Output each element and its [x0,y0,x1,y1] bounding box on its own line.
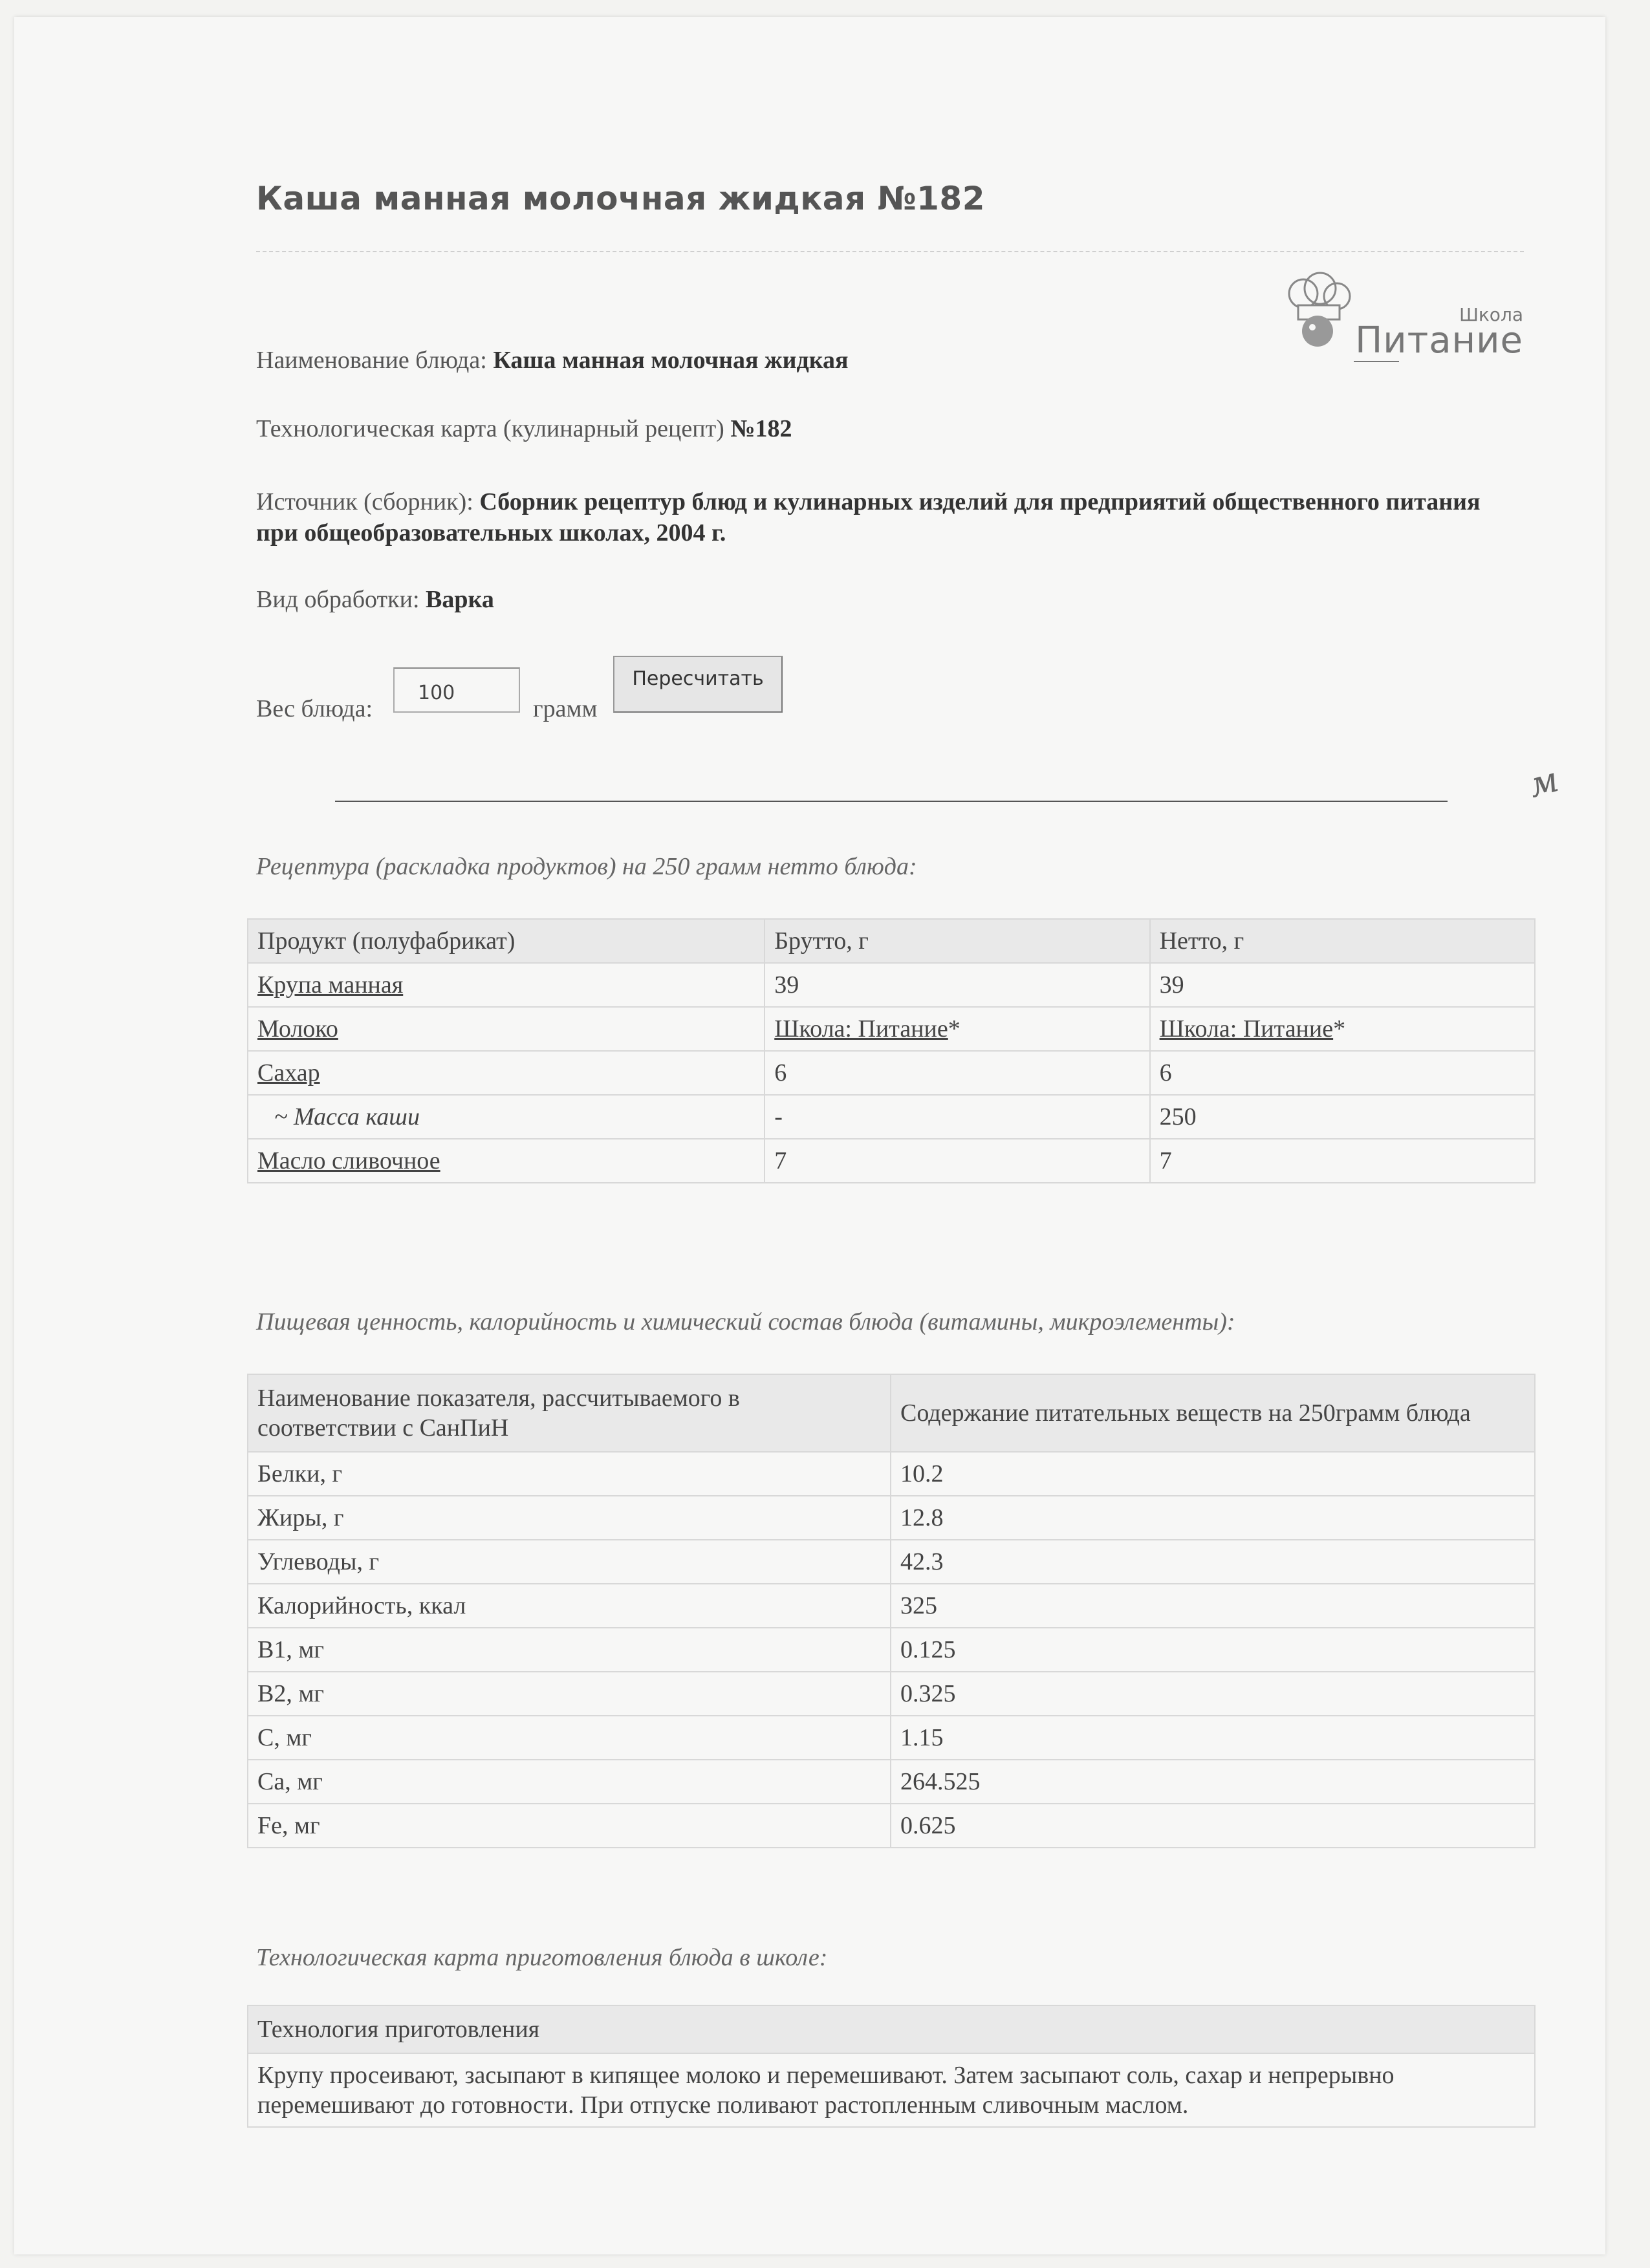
technology-caption: Технологическая карта приготовления блюда в школе: [256,1944,828,1971]
product-link-milk[interactable]: Молоко [257,1015,338,1042]
tech-card-label: Технологическая карта (кулинарный рецепт) [256,415,731,442]
recipe-caption: Рецептура (раскладка продуктов) на 250 грамм нетто блюда: [256,853,917,880]
col-header-product: Продукт (полуфабрикат) [248,919,765,963]
col-header-content: Содержание питательных веществ на 250грамм блюда [891,1374,1535,1452]
netto-cell: 7 [1150,1139,1535,1183]
logo-pitanie-text: Питание [1355,319,1523,362]
nutrition-table [247,1374,1536,1848]
brutto-cell: - [765,1095,1149,1139]
technology-text: Крупу просеивают, засыпают в кипящее молоко и перемешивают. Затем засыпают соль, сахар и непрерывно перемешивают до готовности. При отпуске поливают растопленным сливочным маслом. [248,2053,1535,2127]
table-row [248,1007,1535,1051]
table-row [248,1452,1535,1496]
logo-school-text: Школа [1459,304,1523,325]
brutto-cell [765,1007,1149,1051]
dish-name-value: Каша манная молочная жидкая [493,347,849,374]
brutto-cell: 7 [765,1139,1149,1183]
netto-cell: 39 [1150,963,1535,1007]
indicator-cell: Ca, мг [248,1760,891,1804]
chef-hat-icon [1277,272,1355,349]
asterisk: * [1333,1015,1346,1042]
dish-name-field [256,346,849,374]
processing-field [256,585,494,614]
table-header-row [248,2005,1535,2053]
col-header-indicator: Наименование показателя, рассчитываемого в соответствии с СанПиН [248,1374,891,1452]
table-row [248,1095,1535,1139]
technology-table [247,2005,1536,2128]
processing-value: Варка [426,586,494,613]
value-cell: 10.2 [891,1452,1535,1496]
table-row [248,1804,1535,1848]
processing-label: Вид обработки: [256,586,426,613]
weight-unit: грамм [533,695,598,722]
col-header-brutto: Брутто, г [765,919,1149,963]
table-row [248,2053,1535,2127]
indicator-cell: Калорийность, ккал [248,1584,891,1628]
netto-cell: 6 [1150,1051,1535,1095]
table-row [248,1672,1535,1716]
section-divider [335,801,1448,802]
table-row [248,1760,1535,1804]
weight-label: Вес блюда: [256,695,373,722]
brutto-school-link[interactable]: Школа: Питание [774,1015,948,1042]
value-cell: 0.125 [891,1628,1535,1672]
weight-input[interactable] [393,667,520,713]
dish-name-label: Наименование блюда: [256,347,494,374]
col-header-netto: Нетто, г [1150,919,1535,963]
table-row [248,1716,1535,1760]
tech-card-value: №182 [730,415,792,442]
tech-card-field [256,415,792,443]
table-row [248,1051,1535,1095]
indicator-cell: B1, мг [248,1628,891,1672]
table-row [248,1540,1535,1584]
product-porridge-mass: ~ Масса каши [248,1095,765,1139]
netto-cell [1150,1007,1535,1051]
indicator-cell: Углеводы, г [248,1540,891,1584]
value-cell: 1.15 [891,1716,1535,1760]
table-row [248,1628,1535,1672]
source-value: Сборник рецептур блюд и кулинарных изделий для предприятий общественного питания при общеобразовательных школах, 2004 г. [256,488,1481,546]
netto-school-link[interactable]: Школа: Питание [1159,1015,1334,1042]
brutto-cell: 6 [765,1051,1149,1095]
logo [1277,272,1523,369]
table-row [248,1496,1535,1540]
indicator-cell: B2, мг [248,1672,891,1716]
title-divider [256,251,1524,252]
recalculate-button[interactable]: Пересчитать [613,656,783,713]
value-cell: 42.3 [891,1540,1535,1584]
product-link-semolina[interactable]: Крупа манная [257,971,404,999]
recipe-table [247,918,1536,1183]
netto-cell: 250 [1150,1095,1535,1139]
table-row [248,1139,1535,1183]
value-cell: 325 [891,1584,1535,1628]
value-cell: 0.325 [891,1672,1535,1716]
product-link-sugar[interactable]: Сахар [257,1059,320,1086]
table-header-row [248,1374,1535,1452]
page-title: Каша манная молочная жидкая №182 [256,180,986,217]
source-field [256,486,1524,548]
indicator-cell: Жиры, г [248,1496,891,1540]
source-label: Источник (сборник): [256,488,480,515]
nutrition-caption: Пищевая ценность, калорийность и химический состав блюда (витамины, микроэлементы): [256,1308,1235,1335]
brutto-cell: 39 [765,963,1149,1007]
col-header-technology: Технология приготовления [248,2005,1535,2053]
table-row [248,963,1535,1007]
table-header-row [248,919,1535,963]
value-cell: 264.525 [891,1760,1535,1804]
handwritten-mark: м [1524,759,1563,806]
indicator-cell: Fe, мг [248,1804,891,1848]
asterisk: * [948,1015,961,1042]
value-cell: 12.8 [891,1496,1535,1540]
logo-underline [1354,361,1399,362]
value-cell: 0.625 [891,1804,1535,1848]
product-link-butter[interactable]: Масло сливочное [257,1147,440,1174]
table-row [248,1584,1535,1628]
indicator-cell: Белки, г [248,1452,891,1496]
indicator-cell: C, мг [248,1716,891,1760]
